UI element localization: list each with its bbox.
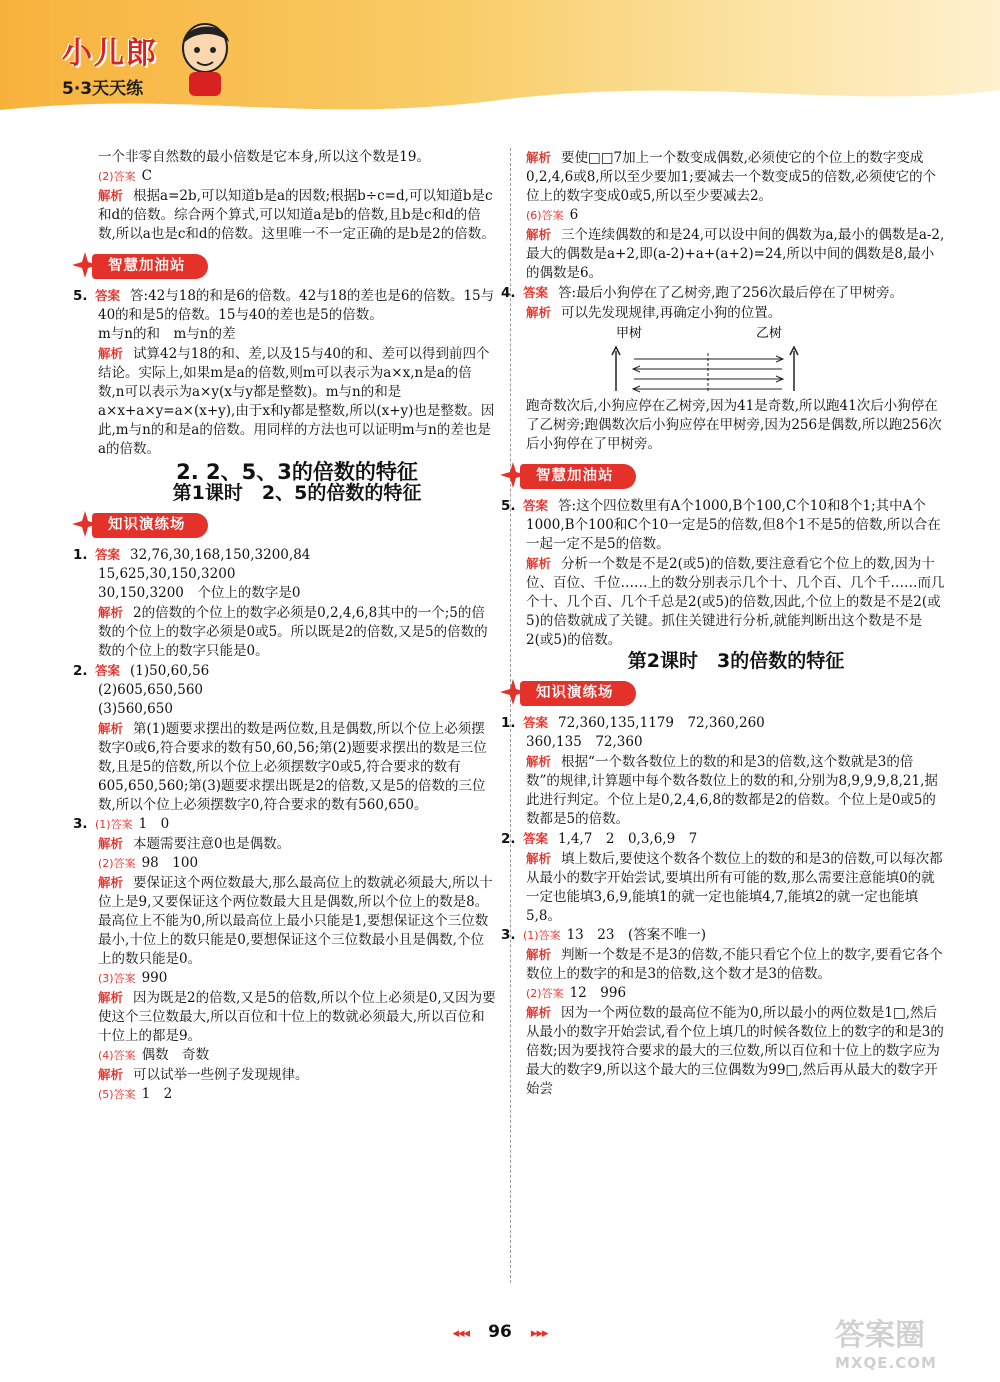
text-line: 一个非零自然数的最小倍数是它本身,所以这个数是19。 xyxy=(98,149,430,165)
right-arrows-icon: ▸▸▸ xyxy=(530,1326,548,1341)
answer-text: 1 2 xyxy=(141,1086,173,1102)
brand-logo xyxy=(62,28,158,99)
question-number: 3. xyxy=(501,927,516,943)
answer-label: 答案 xyxy=(523,498,549,513)
answer-text: (3)560,650 xyxy=(98,701,173,717)
answer-text: 偶数 奇数 xyxy=(141,1047,210,1063)
analysis-text: 判断一个数是不是3的倍数,不能只看它个位上的数字,要看它各个数位上的数字的和是3的倍数,这个数才是3的倍数。 xyxy=(526,947,943,982)
answer-text: 答:最后小狗停在了乙树旁,跑了256次最后停在了甲树旁。 xyxy=(558,285,904,301)
answer-text: 6 xyxy=(569,207,579,223)
analysis-text: 可以试举一些例子发现规律。 xyxy=(133,1067,309,1083)
sub-answer-label: (2)答案 xyxy=(526,987,564,1000)
analysis-text: 三个连续偶数的和是24,可以设中间的偶数为a,最小的偶数是a-2,最大的偶数是a+2,即(a-2)+a+(a+2)=24,所以中间的偶数是8,最小的偶数是6。 xyxy=(526,227,945,281)
section-banner xyxy=(70,509,496,539)
mascot-boy-icon xyxy=(175,18,235,98)
watermark-title: 答案圈 xyxy=(835,1318,925,1353)
analysis-label: 解析 xyxy=(98,875,124,890)
section-banner xyxy=(70,250,496,280)
analysis-text: 第(1)题要求摆出的数是两位数,且是偶数,所以个位上必须摆数字0或6,符合要求的数有50,60,56;第(2)题要求摆出的数是三位数,且是5的倍数,所以个位上必须摆数字0或5,符合要求的数有605,650,560;第(3)题要求摆出既是2的倍数,又是5的倍数的三位数,所以个位上必须摆数字0,符合要求的数有560,650。 xyxy=(98,721,487,813)
answer-text: (1)50,60,56 xyxy=(130,663,210,679)
answer-text: 360,135 72,360 xyxy=(526,734,643,750)
lesson-title: 第1课时 2、5的倍数的特征 xyxy=(172,482,422,504)
analysis-text: 要使□□7加上一个数变成偶数,必须使它的个位上的数字变成0,2,4,6或8,所以至少要加1;要减去一个数变成5的倍数,必须使它的个位上的数字变成0或5,所以至少要减去2。 xyxy=(526,150,937,204)
answer-text: 72,360,135,1179 72,360,260 xyxy=(558,715,765,731)
sub-answer-label: (1)答案 xyxy=(523,929,561,942)
answer-text: 答:这个四位数里有A个1000,B个100,C个10和8个1;其中A个1000,B个100和C个10一定是5的倍数,但8个1不是5的倍数,所以合在一起一定不是5的倍数。 xyxy=(526,498,941,552)
banner-label: 知识演练场 xyxy=(92,513,208,538)
question-number: 2. xyxy=(73,663,88,679)
right-column xyxy=(501,148,946,1099)
answer-label: 答案 xyxy=(523,831,549,846)
answer-text: 15,625,30,150,3200 xyxy=(98,566,236,582)
sub-answer-label: (2)答案 xyxy=(98,857,136,870)
analysis-label: 解析 xyxy=(98,990,124,1005)
analysis-label: 解析 xyxy=(526,1005,552,1020)
section-banner xyxy=(498,460,946,490)
logo-subtitle: 5·3天天练 xyxy=(62,79,144,99)
sub-answer-label: (3)答案 xyxy=(98,972,136,985)
answer-label: 答案 xyxy=(523,285,549,300)
watermark-url: MXQE.COM xyxy=(835,1354,937,1372)
analysis-label: 解析 xyxy=(98,1067,124,1082)
answer-text: 13 23 (答案不唯一) xyxy=(566,927,706,943)
analysis-label: 解析 xyxy=(526,150,552,165)
analysis-label: 解析 xyxy=(98,721,124,736)
lesson-title: 第2课时 3的倍数的特征 xyxy=(627,650,845,672)
analysis-text: 要保证这个两位数最大,那么最高位上的数就必须最大,所以十位上是9,又要保证这个两位数最大且是偶数,所以个位上的数是8。最高位上不能为0,所以最高位上最小只能是1,要想保证这个三位数最小,十位上的数只能是0,要想保证这个三位数最小且是偶数,个位上的数只能是0。 xyxy=(98,875,493,967)
section-banner xyxy=(498,677,946,707)
analysis-label: 解析 xyxy=(98,346,124,361)
analysis-label: 解析 xyxy=(526,227,552,242)
answer-text: 答:42与18的和是6的倍数。42与18的差也是6的倍数。15与40的和是5的倍数。15与40的差也是5的倍数。 xyxy=(98,288,495,323)
page-number: 96 xyxy=(488,1322,512,1342)
page-header xyxy=(0,0,1000,120)
analysis-label: 解析 xyxy=(526,754,552,769)
watermark xyxy=(835,1310,937,1372)
answer-text: 30,150,3200 个位上的数字是0 xyxy=(98,585,301,601)
answer-label: 答案 xyxy=(95,663,121,678)
question-number: 1. xyxy=(73,547,88,563)
analysis-text: 可以先发现规律,再确定小狗的位置。 xyxy=(561,305,782,321)
answer-text: m与n的和 m与n的差 xyxy=(98,326,236,342)
question-number: 2. xyxy=(501,831,516,847)
tree-b-label: 乙树 xyxy=(756,326,783,341)
analysis-label: 解析 xyxy=(98,836,124,851)
answer-text: 1,4,7 2 0,3,6,9 7 xyxy=(558,831,698,847)
analysis-text: 跑奇数次后,小狗应停在乙树旁,因为41是奇数,所以跑41次后小狗停在了乙树旁;跑偶数次后小狗应停在甲树旁,因为256是偶数,所以跑256次后小狗停在了甲树旁。 xyxy=(526,398,942,452)
sub-answer-label: (5)答案 xyxy=(98,1088,136,1101)
answer-text: C xyxy=(141,168,152,184)
answer-text: 990 xyxy=(141,970,168,986)
section-title: 2. 2、5、3的倍数的特征 xyxy=(176,460,418,484)
analysis-text: 因为一个两位数的最高位不能为0,所以最小的两位数是1□,然后从最小的数字开始尝试,看个位上填几的时候各数位上的数字的和是3的倍数;因为要找符合要求的最大的三位数,所以百位和十位上的数字应为最大的数字9,所以这个最大的三位偶数为99□,然后再从最大的数字开始尝 xyxy=(526,1005,944,1097)
left-arrows-icon: ◂◂◂ xyxy=(452,1326,470,1341)
question-number: 5. xyxy=(501,498,516,514)
logo-title: 小儿郎 xyxy=(62,36,158,71)
answer-label: 答案 xyxy=(95,547,121,562)
question-number: 3. xyxy=(73,816,88,832)
question-number: 4. xyxy=(501,285,516,301)
sub-answer-label: (4)答案 xyxy=(98,1049,136,1062)
analysis-text: 根据“一个数各数位上的数的和是3的倍数,这个数就是3的倍数”的规律,计算题中每个数各数位上的数的和,分别为8,9,9,9,8,21,据此进行判定。个位上是0,2,4,6,8的数都是2的倍数。个位上是0或5的数都是5的倍数。 xyxy=(526,754,938,827)
question-number: 5. xyxy=(73,288,88,304)
analysis-label: 解析 xyxy=(526,556,552,571)
analysis-text: 2的倍数的个位上的数字必须是0,2,4,6,8其中的一个;5的倍数的个位上的数字必须是0或5。所以既是2的倍数,又是5的倍数的数的个位上的数字只能是0。 xyxy=(98,605,488,659)
answer-text: 1 0 xyxy=(138,816,170,832)
sub-answer-label: (1)答案 xyxy=(95,818,133,831)
dog-route-diagram xyxy=(586,325,846,395)
analysis-text: 本题需要注意0也是偶数。 xyxy=(133,836,291,852)
tree-a-label: 甲树 xyxy=(616,326,643,341)
analysis-text: 根据a=2b,可以知道b是a的因数;根据b÷c=d,可以知道b是c和d的倍数。综合两个算式,可以知道a是b的倍数,且b是c和d的倍数,所以a也是c和d的倍数。这里唯一不一定正确的是b是2的倍数。 xyxy=(98,188,495,242)
answer-label: 答案 xyxy=(523,715,549,730)
analysis-label: 解析 xyxy=(526,851,552,866)
left-column xyxy=(73,148,496,1104)
analysis-text: 试算42与18的和、差,以及15与40的和、差可以得到前四个结论。实际上,如果m是a的倍数,则m可以表示为a×x,n是a的倍数,n可以表示为a×y(x与y都是整数)。m与n的和是a×x+a×y=a×(x+y),由于x和y都是整数,所以(x+y)也是整数。因此,m与n的和是a的倍数。用同样的方法也可以证明m与n的差也是a的倍数。 xyxy=(98,346,495,457)
answer-text: 12 996 xyxy=(569,985,627,1001)
analysis-label: 解析 xyxy=(98,605,124,620)
analysis-label: 解析 xyxy=(526,947,552,962)
answer-text: (2)605,650,560 xyxy=(98,682,204,698)
sub-answer-label: (6)答案 xyxy=(526,209,564,222)
banner-label: 知识演练场 xyxy=(520,681,636,706)
answer-text: 98 100 xyxy=(141,855,199,871)
analysis-text: 填上数后,要使这个数各个数位上的数的和是3的倍数,可以每次都从最小的数字开始尝试,要填出所有可能的数,那么需要注意能填0的就一定也能填3,6,9,能填1的就一定也能填4,7,能填2的就一定也能填5,8。 xyxy=(526,851,943,924)
answer-label: 答案 xyxy=(95,288,121,303)
analysis-label: 解析 xyxy=(98,188,124,203)
banner-label: 智慧加油站 xyxy=(92,254,208,279)
analysis-text: 因为既是2的倍数,又是5的倍数,所以个位上必须是0,又因为要使这个三位数最大,所以百位和十位上的数就必须最大,所以百位和十位上的都是9。 xyxy=(98,990,496,1044)
answer-text: 32,76,30,168,150,3200,84 xyxy=(130,547,311,563)
banner-label: 智慧加油站 xyxy=(520,464,636,489)
analysis-label: 解析 xyxy=(526,305,552,320)
sub-answer-label: (2)答案 xyxy=(98,170,136,183)
analysis-text: 分析一个数是不是2(或5)的倍数,要注意看它个位上的数,因为十位、百位、千位……上的数分别表示几个十、几个百、几个千……而几个十、几个百、几个千总是2(或5)的倍数,因此,个位上的数是不是2(或5)的倍数就成了关键。抓住关键进行分析,就能判断出这个数是不是2(或5)的倍数。 xyxy=(526,556,945,648)
question-number: 1. xyxy=(501,715,516,731)
